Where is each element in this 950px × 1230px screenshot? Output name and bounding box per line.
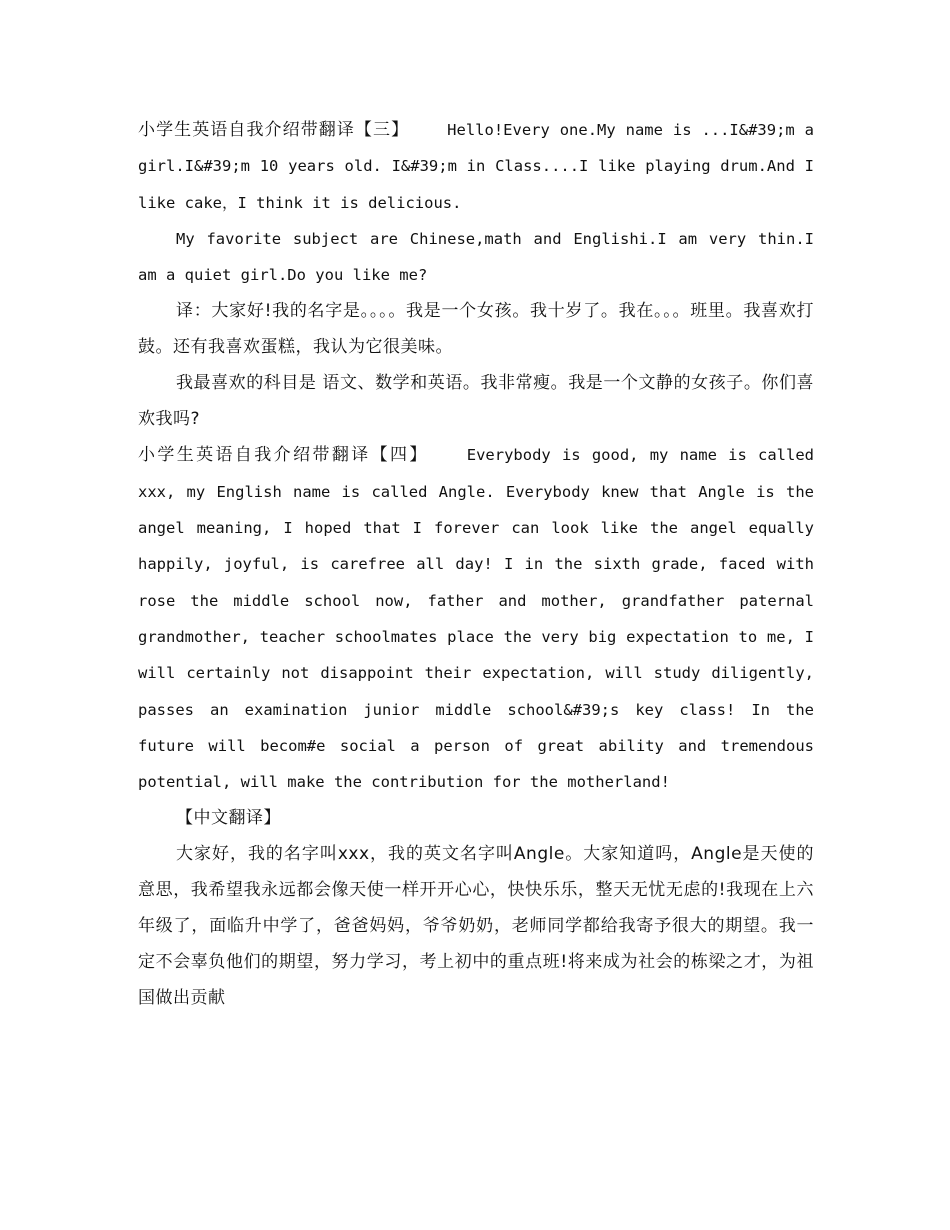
section4-translation-label: 【中文翻译】 (176, 808, 281, 829)
section4-body-text: Everybody is good, my name is called xxx, my English name is called Angle. Everybody knew that Angle is the angel meaning, I hoped that I forever can look like the angel equally happily, joyful, is carefree all day! I in the sixth grade, faced with rose the middle school now, father and mother, grandfather paternal grandmother, teacher schoolmates place the very big expectation to me, I will certainly not disappoint their expectation, will study diligently, passes an examination junior middle school&#39;s key class! In the future will becom#e social a person of great ability and tremendous potential, will make the contribution for the motherland! (138, 446, 814, 792)
section4-translation: 大家好，我的名字叫xxx，我的英文名字叫Angle。大家知道吗，Angle是天使的意思，我希望我永远都会像天使一样开开心心，快快乐乐，整天无忧无虑的!我现在上六年级了，面临升中学了，爸爸妈妈，爷爷奶奶，老师同学都给我寄予很大的期望。我一定不会辜负他们的期望，努力学习，考上初中的重点班!将来成为社会的栋梁之才，为祖国做出贡献 (138, 844, 814, 1009)
section3-translation-2: 我最喜欢的科目是 语文、数学和英语。我非常瘦。我是一个文静的女孩子。你们喜欢我吗? (138, 373, 814, 430)
section3-translation-1: 译：大家好!我的名字是。。。。我是一个女孩。我十岁了。我在。。。班里。我喜欢打鼓。还有我喜欢蛋糕，我认为它很美味。 (138, 301, 814, 358)
section3-heading: 小学生英语自我介绍带翻译【三】 (138, 120, 410, 140)
section4-heading: 小学生英语自我介绍带翻译【四】 (138, 445, 429, 466)
section3-paragraph-2: My favorite subject are Chinese,math and Englishi.I am very thin.I am a quiet girl.Do you like me? (138, 229, 814, 285)
section4-body-paragraph (138, 437, 814, 800)
section3-intro-text: Hello!Every one.My name is ...I&#39;m a girl.I&#39;m 10 years old. I&#39;m in Class....I like playing drum.And I like cake，I think it is delicious. (138, 121, 814, 212)
section3-intro-paragraph (138, 112, 814, 221)
document-page (138, 110, 814, 1016)
